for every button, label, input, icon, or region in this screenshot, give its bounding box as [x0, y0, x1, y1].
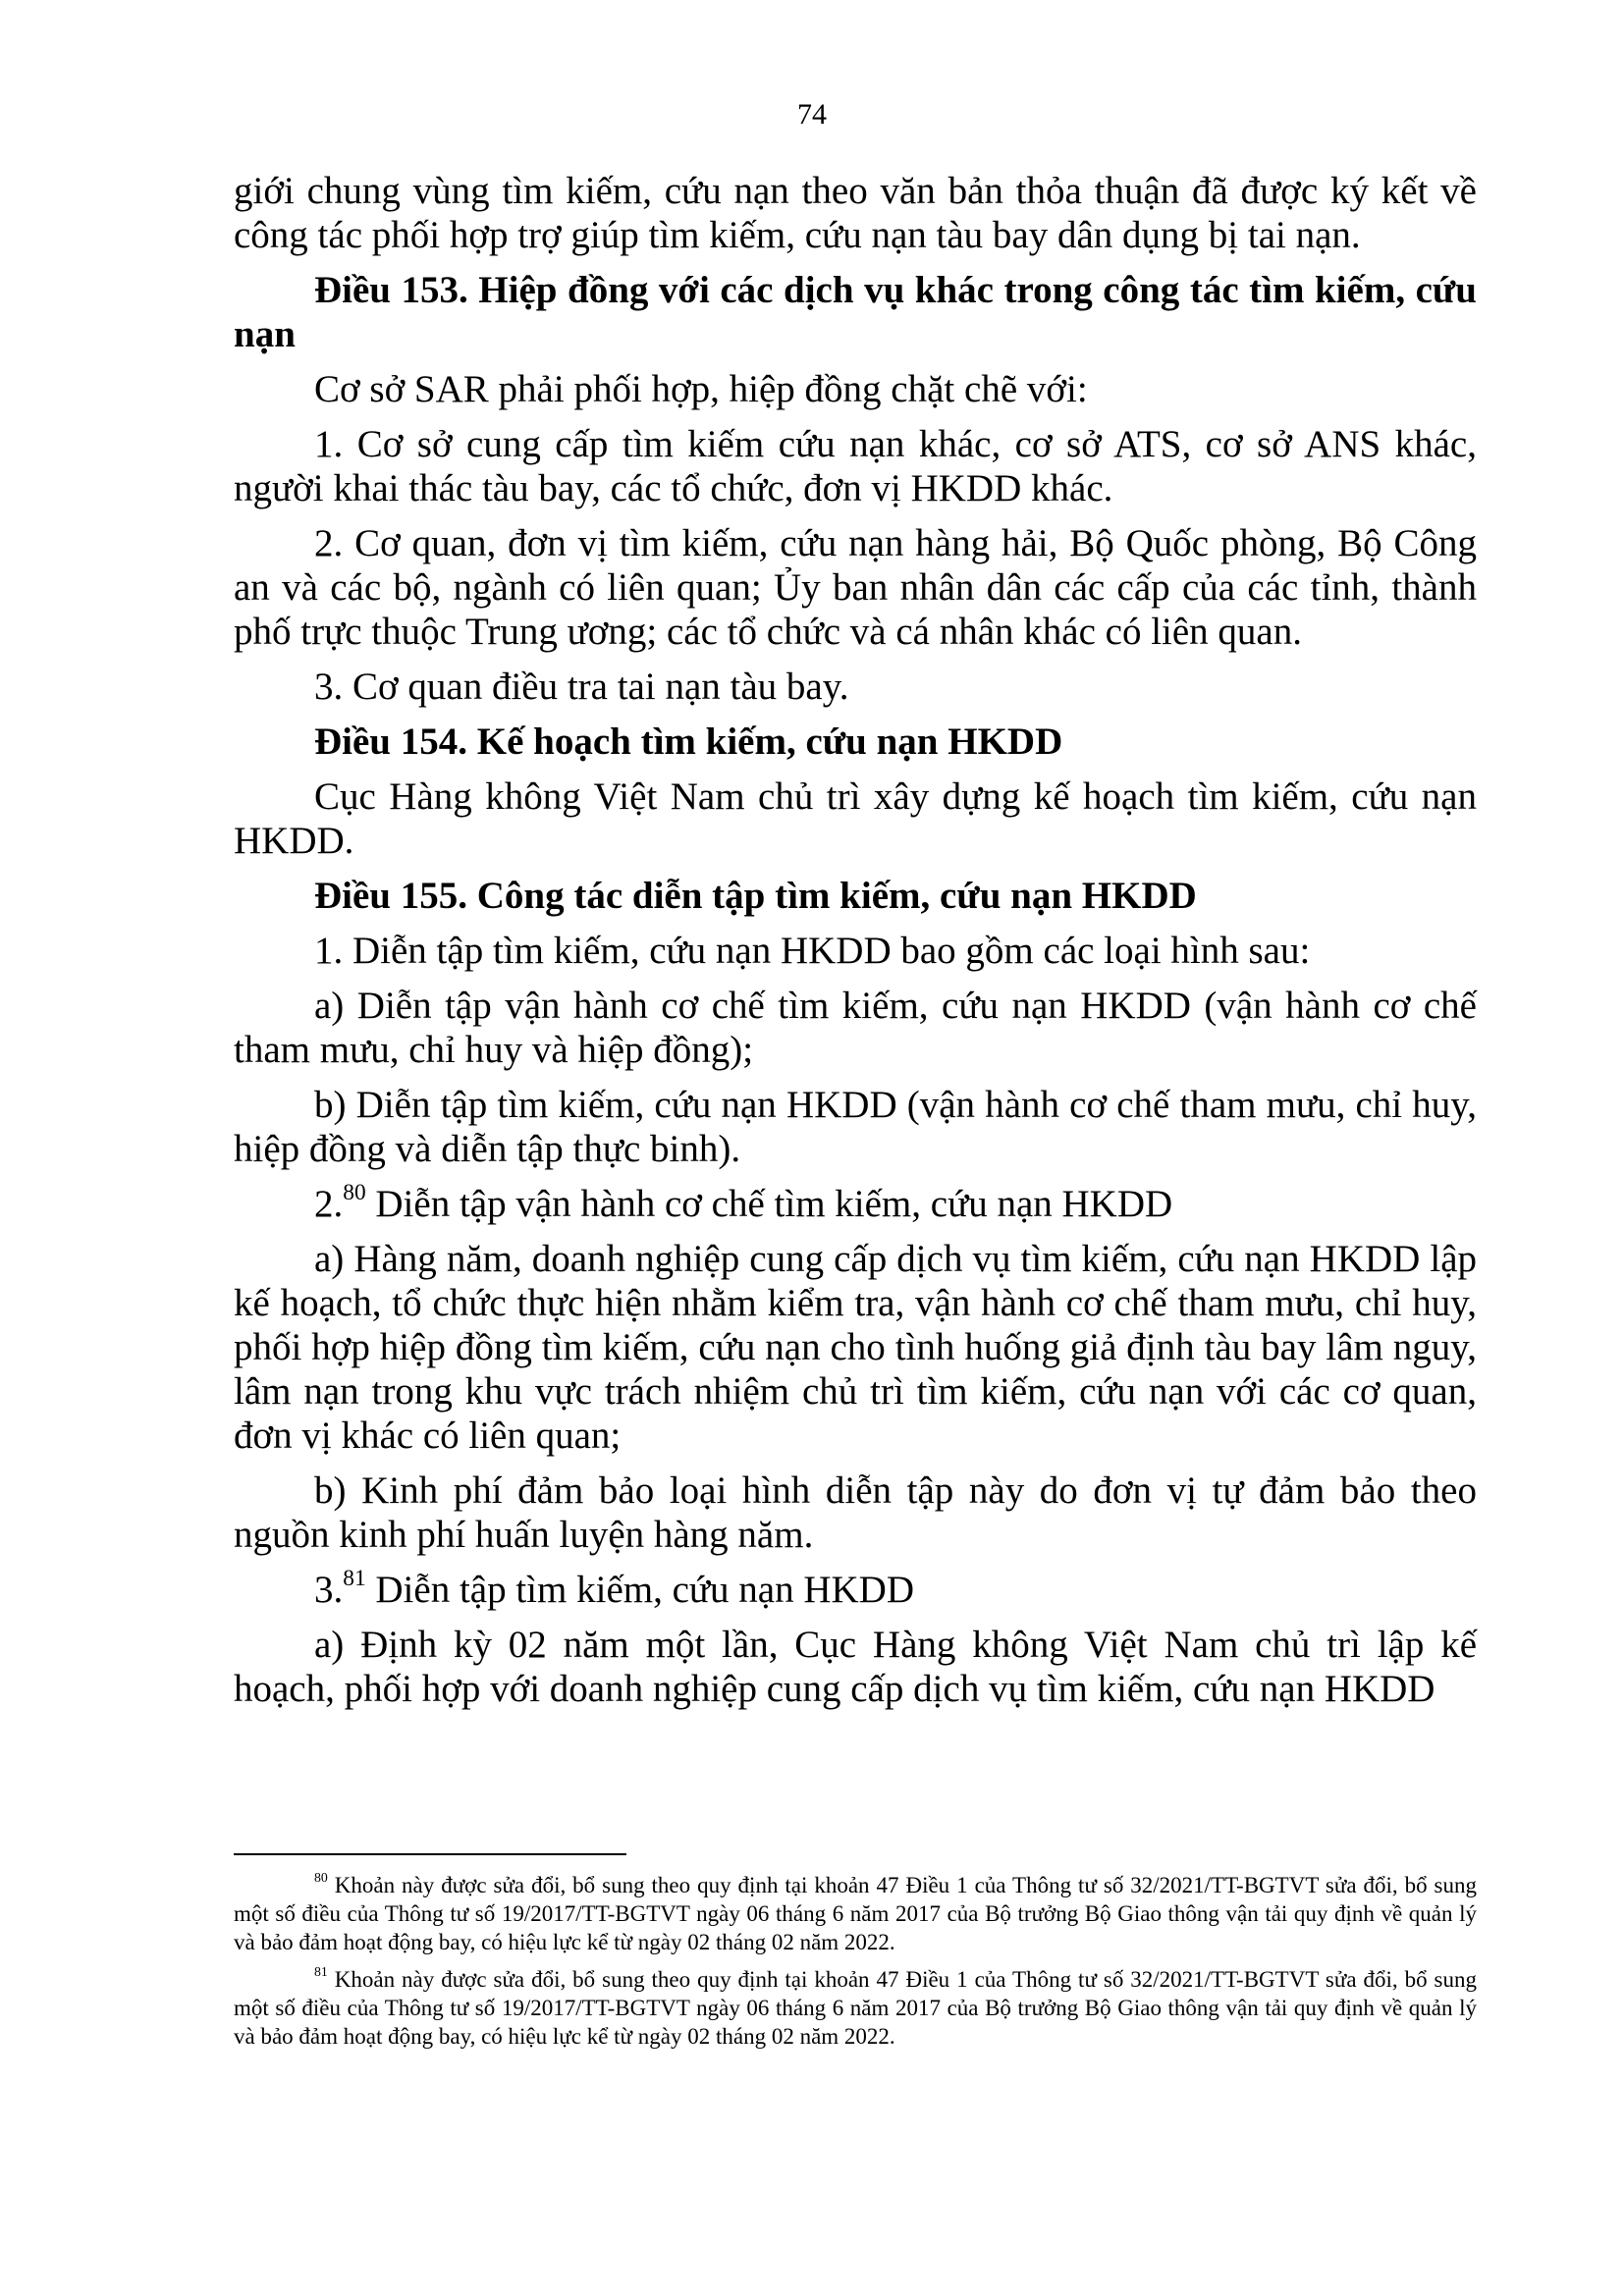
list-item-1: 1. Cơ sở cung cấp tìm kiếm cứu nạn khác, cơ sở ATS, cơ sở ANS khác, người khai thác tàu bay, các tổ chức, đơn vị HKDD khác. [234, 423, 1477, 509]
footnote-ref-80[interactable]: 80 [343, 1179, 366, 1205]
article-154-heading: Điều 154. Kế hoạch tìm kiếm, cứu nạn HKDD [314, 721, 1063, 763]
sub-item-a: a) Hàng năm, doanh nghiệp cung cấp dịch vụ tìm kiếm, cứu nạn HKDD lập kế hoạch, tổ chức thực hiện nhằm kiểm tra, vận hành cơ chế tham mưu, chỉ huy, phối hợp hiệp đồng tìm kiếm, cứu nạn cho tình huống giả định tàu bay lâm nguy, lâm nạn trong khu vực trách nhiệm chủ trì tìm kiếm, cứu nạn với các cơ quan, đơn vị khác có liên quan; [234, 1238, 1477, 1457]
list-item-3 [234, 1565, 1477, 1612]
footnotes [234, 1871, 1477, 2059]
footnote-ref-81[interactable]: 81 [343, 1565, 366, 1591]
footnote-81 [234, 1965, 1477, 2051]
sub-item-a: a) Định kỳ 02 năm một lần, Cục Hàng không Việt Nam chủ trì lập kế hoạch, phối hợp với doanh nghiệp cung cấp dịch vụ tìm kiếm, cứu nạn HKDD [234, 1624, 1477, 1710]
footnote-80 [234, 1871, 1477, 1956]
footnote-text: Khoản này được sửa đổi, bổ sung theo quy định tại khoản 47 Điều 1 của Thông tư số 32/2021/TT-BGTVT sửa đổi, bổ sung một số điều của Thông tư số 19/2017/TT-BGTVT ngày 06 tháng 6 năm 2017 của Bộ trưởng Bộ Giao thông vận tải quy định về quản lý và bảo đảm hoạt động bay, có hiệu lực kể từ ngày 02 tháng 02 năm 2022. [234, 1873, 1477, 1954]
footnote-number: 80 [314, 1870, 328, 1886]
sub-item-b: b) Diễn tập tìm kiếm, cứu nạn HKDD (vận hành cơ chế tham mưu, chỉ huy, hiệp đồng và diễn tập thực binh). [234, 1084, 1477, 1170]
item-text: Diễn tập vận hành cơ chế tìm kiếm, cứu nạn HKDD [365, 1183, 1173, 1225]
list-item-2: 2. Cơ quan, đơn vị tìm kiếm, cứu nạn hàng hải, Bộ Quốc phòng, Bộ Công an và các bộ, ngành có liên quan; Ủy ban nhân dân các cấp của các tỉnh, thành phố trực thuộc Trung ương; các tổ chức và cá nhân khác có liên quan. [234, 522, 1477, 653]
sub-item-b: b) Kinh phí đảm bảo loại hình diễn tập này do đơn vị tự đảm bảo theo nguồn kinh phí huấn luyện hàng năm. [234, 1469, 1477, 1556]
item-text: Diễn tập tìm kiếm, cứu nạn HKDD [365, 1569, 914, 1611]
footnote-text: Khoản này được sửa đổi, bổ sung theo quy định tại khoản 47 Điều 1 của Thông tư số 32/2021/TT-BGTVT sửa đổi, bổ sung một số điều của Thông tư số 19/2017/TT-BGTVT ngày 06 tháng 6 năm 2017 của Bộ trưởng Bộ Giao thông vận tải quy định về quản lý và bảo đảm hoạt động bay, có hiệu lực kể từ ngày 02 tháng 02 năm 2022. [234, 1967, 1477, 2049]
paragraph: Cục Hàng không Việt Nam chủ trì xây dựng kế hoạch tìm kiếm, cứu nạn HKDD. [234, 775, 1477, 862]
article-153-heading: Điều 153. Hiệp đồng với các dịch vụ khác trong công tác tìm kiếm, cứu nạn [234, 269, 1477, 355]
footnote-number: 81 [314, 1964, 328, 1980]
list-item-3: 3. Cơ quan điều tra tai nạn tàu bay. [314, 666, 849, 708]
footnote-separator [234, 1853, 626, 1855]
list-item-1: 1. Diễn tập tìm kiếm, cứu nạn HKDD bao gồm các loại hình sau: [314, 930, 1311, 972]
item-number: 3. [314, 1569, 344, 1611]
document-body [234, 169, 1477, 1722]
list-item-2 [234, 1179, 1477, 1226]
sub-item-a: a) Diễn tập vận hành cơ chế tìm kiếm, cứu nạn HKDD (vận hành cơ chế tham mưu, chỉ huy và hiệp đồng); [234, 985, 1477, 1071]
article-155-heading: Điều 155. Công tác diễn tập tìm kiếm, cứu nạn HKDD [314, 875, 1197, 917]
paragraph-continuation: giới chung vùng tìm kiếm, cứu nạn theo văn bản thỏa thuận đã được ký kết về công tác phối hợp trợ giúp tìm kiếm, cứu nạn tàu bay dân dụng bị tai nạn. [234, 170, 1477, 256]
paragraph: Cơ sở SAR phải phối hợp, hiệp đồng chặt chẽ với: [314, 368, 1088, 410]
page-number: 74 [797, 98, 827, 131]
item-number: 2. [314, 1183, 344, 1225]
